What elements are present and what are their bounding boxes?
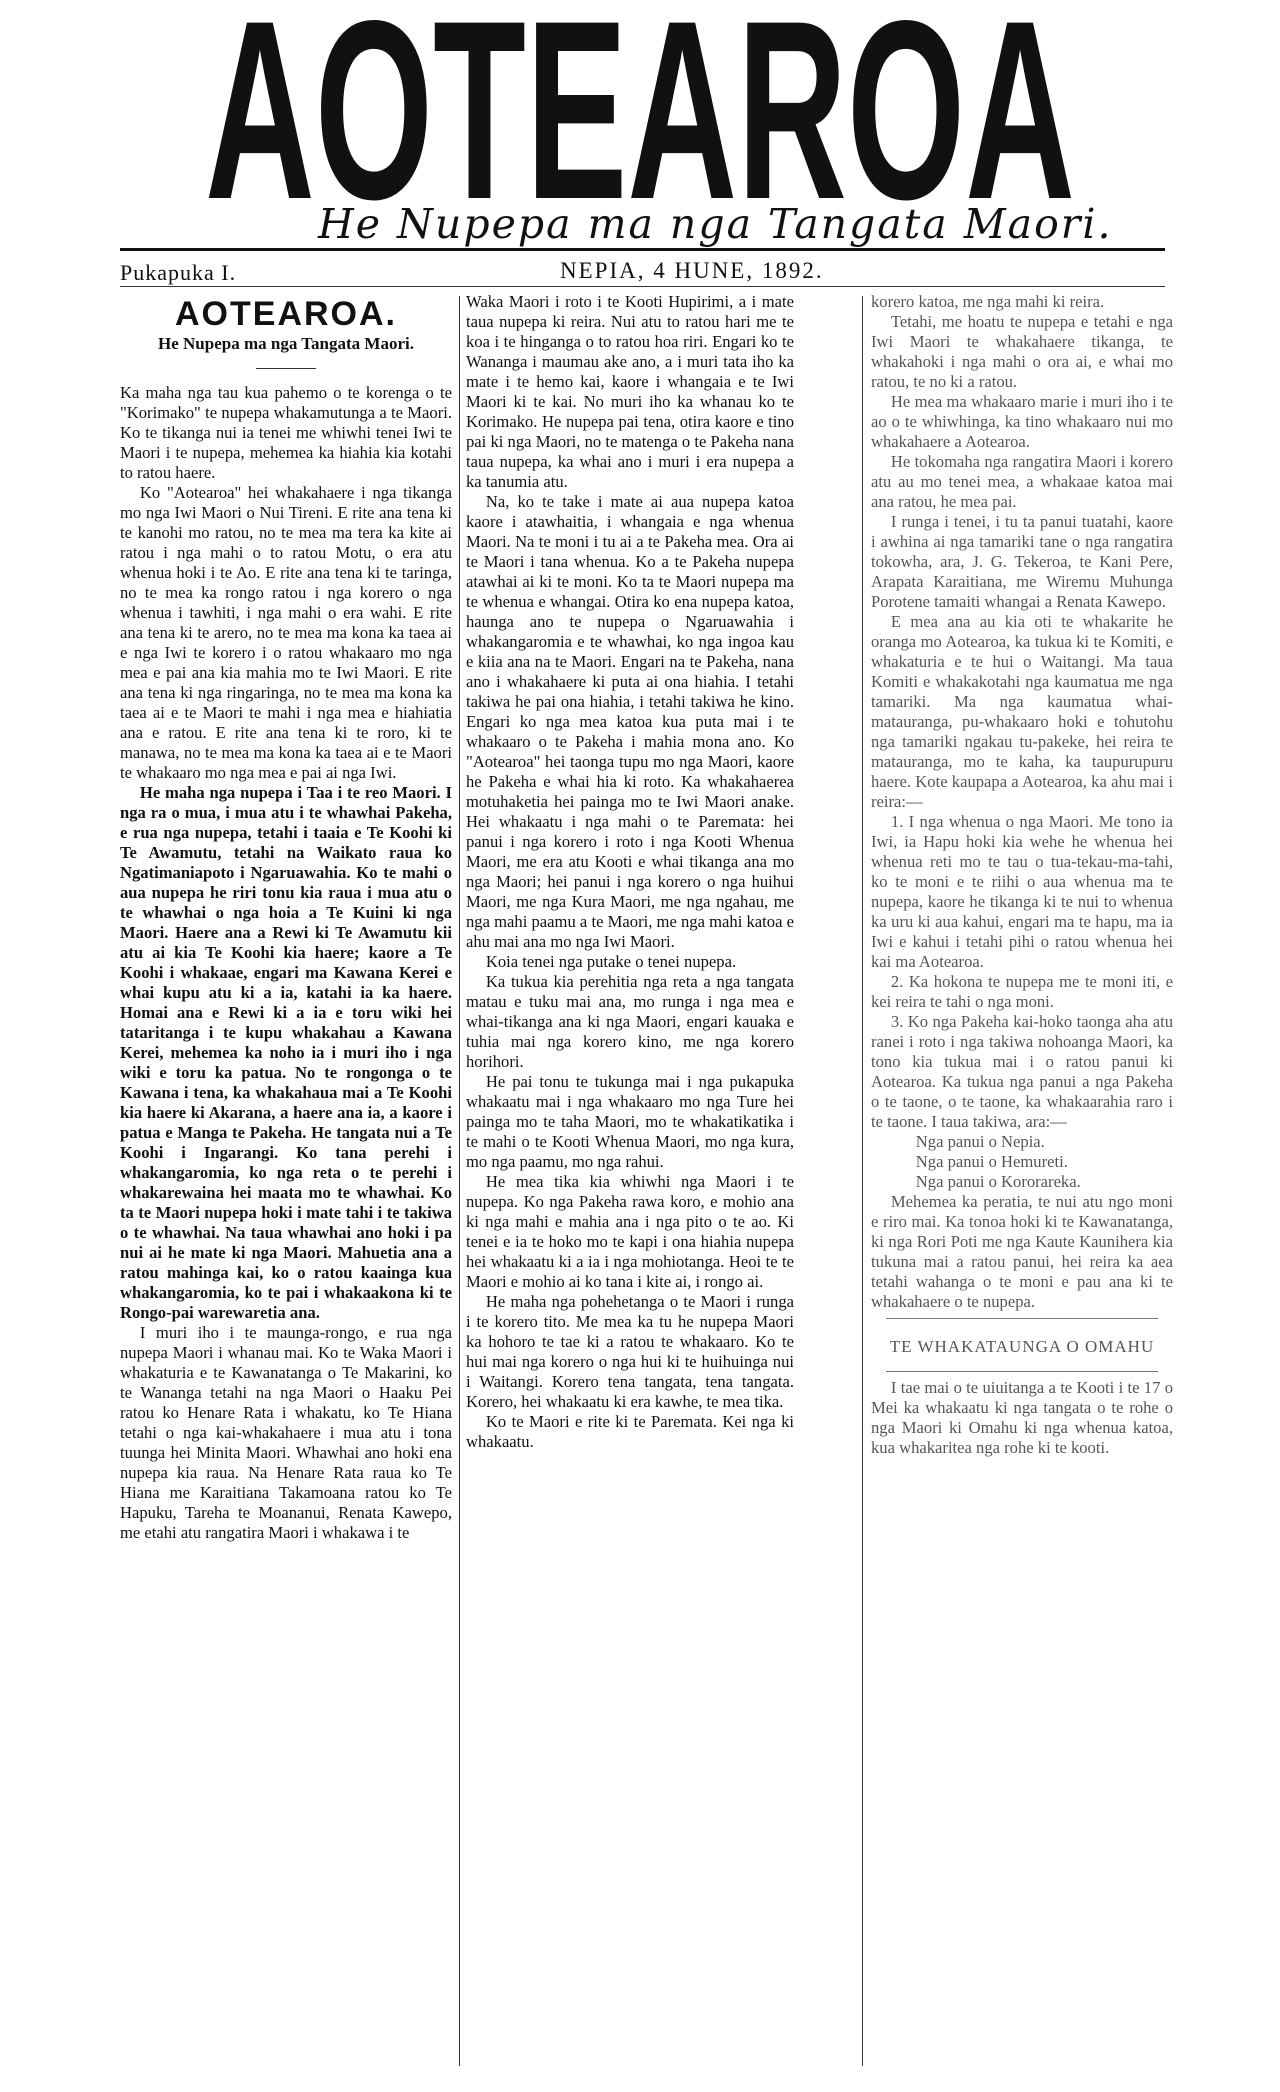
- issue-date: NEPIA, 4 HUNE, 1892.: [560, 258, 824, 283]
- masthead-subtitle: He Nupepa ma nga Tangata Maori.: [318, 200, 1113, 248]
- article-rule: [256, 368, 316, 369]
- list-item: Nga panui o Hemureti.: [915, 1152, 1068, 1171]
- paragraph: I runga i tenei, i tu ta panui tuatahi, kaore i awhina ai nga tamariki tane o nga rangatira tokowha, ara, J. G. Tekeroa, te Kani Pere, Arapata Karaitiana, me Wiremu Muhunga Porotene tamaiti whangai a Renata Kawepo.: [871, 512, 1173, 611]
- paragraph: korero katoa, me nga mahi ki reira.: [871, 292, 1105, 311]
- list-item: 3. Ko nga Pakeha kai-hoko taonga aha atu ranei i roto i nga takiwa nohoanga Maori, ka tono kia tukua mai i o ratou panui ki Aotearoa. Ka tukua nga panui a nga Pakeha o te taone, o te taone, ka whakaarahia raro i te taone. I taua takiwa, ara:—: [871, 1012, 1173, 1131]
- masthead: [200, 8, 1080, 208]
- column-1: [120, 292, 452, 1543]
- paragraph: Waka Maori i roto i te Kooti Hupirimi, a i mate taua nupepa ki reira. Nui atu to ratou hari me te koa i te hinganga o to ratou hoa riri. Engari ko te Wananga i maumau ake ano, a i muri tata iho ka mate i te hemo kai, kaore i whangaia e te Iwi Maori ki te kai. No muri iho ka whanau ko te Korimako. He nupepa pai tena, otira kaore e tino pai ki nga Maori, no te matenga o te Pakeha nana taua nupepa, ka whai ano i muri i era nupepa a ka tanumia atu.: [466, 292, 794, 491]
- paragraph: He pai tonu te tukunga mai i nga pukapuka whakaatu mai i nga whakaaro mo nga Ture hei painga mo te taha Maori, mo te whakatikatika i te mahi o te Kooti Whenua Maori, mo nga kura, mo nga paamu, mo nga rahui.: [466, 1072, 794, 1171]
- section-rule-bottom: [886, 1371, 1158, 1372]
- paragraph: He tokomaha nga rangatira Maori i korero atu au mo tenei mea, a whakaae katoa mai ana ratou, he mea pai.: [871, 452, 1173, 511]
- section-heading: TE WHAKATAUNGA O OMAHU: [889, 1337, 1155, 1356]
- paragraph: Mehemea ka peratia, te nui atu ngo moni e riro mai. Ka tonoa hoki ki te Kawanatanga, ki nga Rori Poti me nga Kaute Kaunihera kia tukuna mai a ratou panui, hei reira ka aea tetahi wahanga o te moni e pau ana ki te whakahaere o te nupepa.: [871, 1192, 1173, 1311]
- article-subheading: He Nupepa ma nga Tangata Maori.: [158, 334, 414, 353]
- list-item: Nga panui o Nepia.: [915, 1132, 1045, 1151]
- paragraph: E mea ana au kia oti te whakarite he oranga mo Aotearoa, ka tukua ki te Komiti, e whakaturia e te hui o Waitangi. Ma taua Komiti e whakakotahi nga kaumatua me nga tamariki. Ma nga kaumatua whai-matauranga, pu-whakaaro hoki e tohutohu nga tamariki ngakau tu-pakeke, hei reira te matauranga, mo te kaha, ka taupurupuru haere. Kote kaupapa a Aotearoa, ka ahu mai i reira:—: [871, 612, 1173, 811]
- paragraph: Ko "Aotearoa" hei whakahaere i nga tikanga mo nga Iwi Maori o Nui Tireni. E rite ana tena ki te kanohi mo ratou, no te mea ma tera ka kite ai ratou i nga mahi o to ratou Motu, o era atu whenua hoki i te Ao. E rite ana tena ki te taringa, no te mea ka rongo ratou i nga korero o nga whenua i tawhiti, i nga mahi o era wahi. E rite ana tena ki te arero, no te mea ma kona ka taea ai e nga Iwi te korero i o ratou whakaaro mo nga mea e pai ana kia mahia mo te Iwi Maori. E rite ana tena ki nga ringaringa, no te mea ma kona ka taea ai e te Maori te mahi i nga mea e hiahiatia ana e ratou. E rite ana tena ki te roro, ki te manawa, no te mea ma kona ka taea ai e te Maori te whakaaro mo nga mea e pai ai nga Iwi.: [120, 483, 452, 782]
- column-3: [871, 292, 1173, 1458]
- paragraph: Tetahi, me hoatu te nupepa e tetahi e nga Iwi Maori te whakahaere tikanga, te whakahoki i nga mahi o ora ai, e whai mo ratou, te no ki a ratou.: [871, 312, 1173, 391]
- header-rule-bottom: [120, 286, 1165, 287]
- article-heading: AOTEAROA.: [175, 295, 397, 333]
- section-rule-top: [886, 1318, 1158, 1319]
- paragraph: He maha nga nupepa i Taa i te reo Maori. I nga ra o mua, i mua atu i te whawhai Pakeha, e rua nga nupepa, tetahi i taaia e Te Koohi ki Te Awamutu, tetahi na Waikato raua ko Ngatimaniapoto i Ngaruawahia. Ko te mahi o aua nupepa he riri tonu kia raua i mua atu o te whawhai o nga hoia a Te Kuini ki nga Maori. Haere ana a Rewi ki Te Awamutu kii atu ai kia Te Koohi kia haere; kaore a Te Koohi i whakaae, engari ma Kawana Kerei e whai kupu atu ki a ia, katahi ia ka haere. Homai ana e Rewi ki a ia e toru wiki hei tataritanga i te kupu whakahau a Kawana Kerei, mehemea ka noho ia i muri iho i nga wiki e toru ka patua. No te rongonga o te Kawana i tena, ka whakahaua mai a Te Koohi kia haere ki Akarana, a haere ana ia, a kaore i patua e Manga te Pakeha. He tangata nui a Te Koohi i Ingarangi. Ko tana perehi i whakangaromia, ko nga reta o te perehi i whakarewaina hei maata mo te whawhai. Ko ta te Maori nupepa hoki i mate tahi i te takiwa o te whawhai. Na taua whawhai ano hoki i pa nui ai he mate ki nga Maori. Mahuetia ana a ratou mahinga kai, ko o ratou kaainga kua whakangaromia, ko te pai i whakaakona ki te Rongo-pai warewaretia ana.: [120, 783, 452, 1322]
- list-item: Nga panui o Kororareka.: [915, 1172, 1081, 1191]
- list-item: 2. Ka hokona te nupepa me te moni iti, e kei reira te tahi o nga moni.: [871, 972, 1173, 1011]
- paragraph: Na, ko te take i mate ai aua nupepa katoa kaore i atawhaitia, i whangaia e nga whenua Maori. Na te moni i tu ai a te Pakeha mea. Ora ai te Maori i tana whenua. Ko a te Pakeha nupepa atawhai ai ki te moni. Ko ta te Maori nupepa ma te whenua e whangai. Otira ko ena nupepa katoa, haunga ano te nupepa o Ngaruawahia i whakangaromia e te whawhai, ko nga ingoa kau e kiia ana na te Maori. Engari na te Pakeha, nana ano i whakahaere ki puta ai ona hiahia. I tetahi takiwa he pai ona hiahia, i tetahi takiwa he kino. Engari ko nga mea katoa kua puta mai i te whakaaro o te Pakeha i mahia mona ano. Ko "Aotearoa" hei taonga tupu mo nga Maori, kaore he Pakeha e whai hia ki roto. Ka whakahaerea motuhaketia hei painga mo te Iwi Maori anake. Hei whakaatu i nga mahi o te Paremata: hei panui i nga korero i roto i nga Kooti Whenua Maori, me era atu Kooti e whai tikanga ana mo nga Maori; hei panui i nga korero o nga huihui Maori, me nga Kura Maori, me nga ngahau, me nga mahi paamu a te Maori, me nga mahi katoa e ahu mai ana mo nga Iwi Maori.: [466, 492, 794, 951]
- paragraph: Ka maha nga tau kua pahemo o te korenga o te "Korimako" te nupepa whakamutunga a te Maori. Ko te tikanga nui ia tenei me whiwhi tenei Iwi te Maori i te nupepa, mehemea ka hiahia kia kotahi to ratou haere.: [120, 383, 452, 482]
- column-divider-2: [862, 296, 863, 2066]
- column-2: [466, 292, 794, 1452]
- paragraph: Ko te Maori e rite ki te Paremata. Kei nga ki whakaatu.: [466, 1412, 794, 1451]
- svg-text:AOTEAROA: AOTEAROA: [205, 8, 1075, 208]
- list-item: 1. I nga whenua o nga Maori. Me tono ia Iwi, ia Hapu hoki kia wehe he whenua hei whenua reti mo te tau o tua-tekau-ma-tahi, ko te moni e te riihi o aua whenua ma te nupepa, kaore he tikanga ki te nui to whenua ka uru ki aua kahui, engari ma te hapu, ma ia Iwi e kahui i tetahi pihi o ratou whenua hei kai ma Aotearoa.: [871, 812, 1173, 971]
- header-rule-top: [120, 248, 1165, 251]
- paragraph: Ka tukua kia perehitia nga reta a nga tangata matau e tuku mai ana, mo runga i nga mea e whai-tikanga ana ki nga Maori, engari kauaka e tuhia mai nga korero kino, me nga korero horihori.: [466, 972, 794, 1071]
- column-divider-1: [459, 296, 460, 2066]
- paragraph: I tae mai o te uiuitanga a te Kooti i te 17 o Mei ka whakaatu ki nga tangata o te rohe o nga Maori ki Omahu ki nga whenua katoa, kua whakaritea nga rohe ki te kooti.: [871, 1378, 1173, 1457]
- paragraph: I muri iho i te maunga-rongo, e rua nga nupepa Maori i whanau mai. Ko te Waka Maori i whakaturia e te Kawanatanga o Te Makarini, ko te Wananga tetahi na nga Maori o Haaku Pei ratou ko Henare Rata i whakatu, ko Te Hiana tetahi o nga kai-whakahaere i mua atu i tona tuunga hei Minita Maori. Whawhai ano hoki ena nupepa kia raua. Na Henare Rata raua ko Te Hiana me Karaitiana Takamoana ratou ko Te Hapuku, Tareha te Moananui, Renata Kawepo, me etahi atu rangatira Maori i whakawa i te: [120, 1323, 452, 1542]
- paragraph: He mea tika kia whiwhi nga Maori i te nupepa. Ko nga Pakeha rawa koro, e mohio ana ki nga mahi e mahia ana i nga pito o te ao. Ki tenei e ia te hoko mo te kapi i ona hiahia nupepa hei whakaatu ki a ia i nga mohiotanga. Heoi te te Maori e mohio ai ko tana i kite ai, i rongo ai.: [466, 1172, 794, 1291]
- masthead-title: [200, 8, 1080, 208]
- volume-label: Pukapuka I.: [120, 260, 237, 285]
- paragraph: He maha nga pohehetanga o te Maori i runga i te korero tito. Me mea ka tu he nupepa Maori ka hohoro te tae ki a ratou te whakaaro. Ko te hui mai nga korero o nga hui ki te huihuinga nui i Waitangi. Korero tena tangata, tena tangata. Korero, hei whakaatu ki era kawhe, te mea tika.: [466, 1292, 794, 1411]
- paragraph: He mea ma whakaaro marie i muri iho i te ao o te whiwhinga, ka tino whakaaro nui mo whakahaere a Aotearoa.: [871, 392, 1173, 451]
- paragraph: Koia tenei nga putake o tenei nupepa.: [485, 952, 737, 971]
